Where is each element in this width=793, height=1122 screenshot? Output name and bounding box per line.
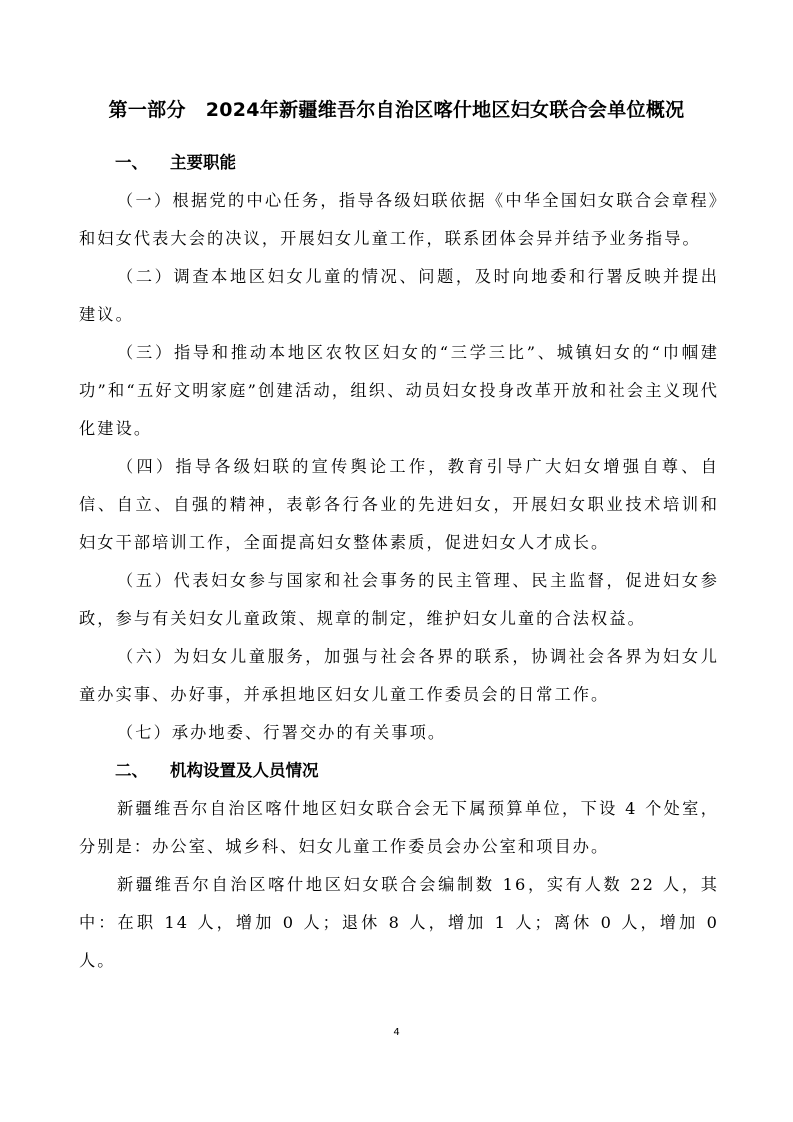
section-title: 主要职能: [170, 153, 236, 172]
paragraph: （一）根据党的中心任务，指导各级妇联依据《中华全国妇女联合会章程》和妇女代表大会的决议，开展妇女儿童工作，联系团体会异并结予业务指导。: [79, 191, 719, 248]
paragraph: （七）承办地委、行署交办的有关事项。: [117, 723, 447, 742]
paragraph: （五）代表妇女参与国家和社会事务的民主管理、民主监督，促进妇女参政，参与有关妇女儿童政策、规章的制定，维护妇女儿童的合法权益。: [79, 571, 719, 628]
section-heading-organization: [79, 752, 719, 790]
paragraph: （四）指导各级妇联的宣传舆论工作，教育引导广大妇女增强自尊、自信、自立、自强的精神，表彰各行各业的先进妇女，开展妇女职业技术培训和妇女干部培训工作，全面提高妇女整体素质，促进妇女人才成长。: [79, 457, 719, 552]
paragraph: （六）为妇女儿童服务，加强与社会各界的联系，协调社会各界为妇女儿童办实事、办好事，并承担地区妇女儿童工作委员会的日常工作。: [79, 647, 719, 704]
document-body: [79, 144, 719, 980]
page-title: [0, 96, 793, 124]
title-part: 第一部分: [108, 99, 186, 121]
title-main: 2024年新疆维吾尔自治区喀什地区妇女联合会单位概况: [205, 99, 685, 121]
paragraph: （三）指导和推动本地区农牧区妇女的“三学三比”、城镇妇女的“巾帼建功”和“五好文明家庭”创建活动，组织、动员妇女投身改革开放和社会主义现代化建设。: [79, 343, 719, 438]
section-title: 机构设置及人员情况: [170, 761, 319, 780]
section-number: 一、: [115, 153, 148, 172]
section-number: 二、: [115, 761, 148, 780]
page-number: 4: [393, 1027, 400, 1038]
paragraph: 新疆维吾尔自治区喀什地区妇女联合会编制数 16，实有人数 22 人，其中：在职 14 人，增加 0 人；退休 8 人，增加 1 人；离休 0 人，增加 0 人。: [79, 875, 719, 970]
section-heading-functions: [79, 144, 719, 182]
paragraph: 新疆维吾尔自治区喀什地区妇女联合会无下属预算单位，下设 4 个处室，分别是：办公室、城乡科、妇女儿童工作委员会办公室和项目办。: [79, 799, 719, 856]
paragraph: （二）调查本地区妇女儿童的情况、问题，及时向地委和行署反映并提出建议。: [79, 267, 719, 324]
